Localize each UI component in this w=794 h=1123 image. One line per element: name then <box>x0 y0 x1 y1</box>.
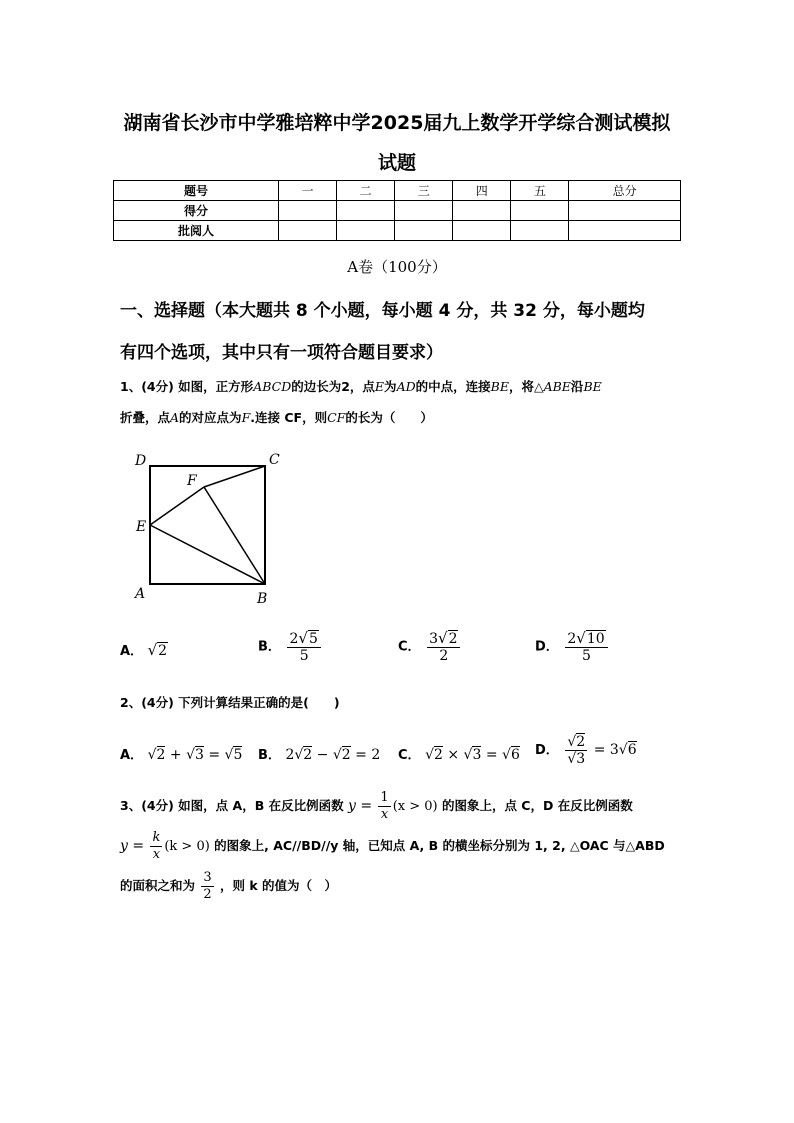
grader-cell[interactable] <box>337 221 395 241</box>
q1-option-b[interactable]: B． $\frac{2√5}{5}$ <box>258 630 323 664</box>
question-2: 2、(4分) 下列计算结果正确的是( ) <box>120 695 340 710</box>
header-cell: 三 <box>395 181 453 201</box>
q2-option-d[interactable]: D． $\frac{√2}{√3}$ = 3√6 <box>535 734 637 767</box>
label-a: A <box>135 586 146 602</box>
question-3-line1: 3、(4分) 如图，点 A，B 在反比例函数 y = $\frac{1}{x}$ (x > 0) 的图象上，点 C，D 在反比例函数 <box>120 790 633 822</box>
grader-cell[interactable] <box>453 221 511 241</box>
header-cell: 一 <box>279 181 337 201</box>
header-cell: 题号 <box>114 181 279 201</box>
label-b: B <box>257 591 268 607</box>
score-table <box>113 180 681 241</box>
row-label: 批阅人 <box>114 221 279 241</box>
label-f: F <box>187 473 197 489</box>
section-heading: 一、选择题（本大题共 8 个小题，每小题 4 分，共 32 分，每小题均 <box>120 301 645 321</box>
label-c: C <box>269 452 280 468</box>
segment-fb <box>204 487 265 584</box>
square-figure <box>125 445 295 610</box>
q1-option-d[interactable]: D． $\frac{2√10}{5}$ <box>535 630 610 664</box>
header-cell: 四 <box>453 181 511 201</box>
grader-cell[interactable] <box>395 221 453 241</box>
document-title: 湖南省长沙市中学雅培粹中学2025届九上数学开学综合测试模拟 <box>123 112 671 134</box>
question-1-line1: 1、(4分) 如图，正方形ABCD的边长为2，点E为AD的中点，连接BE，将△ABE沿BE <box>120 379 602 394</box>
score-cell[interactable] <box>279 201 337 221</box>
volume-label: A卷（100分） <box>347 258 447 276</box>
score-cell[interactable] <box>569 201 681 221</box>
q1-option-c[interactable]: C． $\frac{3√2}{2}$ <box>398 630 462 664</box>
header-cell: 五 <box>511 181 569 201</box>
question-3-line2: y = $\frac{k}{x}$ (k > 0) 的图象上, AC//BD//y 轴，已知点 A, B 的横坐标分别为 1, 2, △OAC 与△ABD <box>120 830 665 862</box>
document-title-line2: 试题 <box>377 152 416 174</box>
grader-cell[interactable] <box>511 221 569 241</box>
segment-eb <box>150 525 265 584</box>
q1-option-a[interactable]: A． √2 <box>120 641 168 659</box>
header-cell: 二 <box>337 181 395 201</box>
square-abcd <box>150 466 265 584</box>
q2-option-b[interactable]: B． 2√2 − √2 = 2 <box>258 747 381 763</box>
q2-option-c[interactable]: C． √2 × √3 = √6 <box>398 747 520 763</box>
score-cell[interactable] <box>453 201 511 221</box>
score-cell[interactable] <box>395 201 453 221</box>
score-table-header-row <box>114 181 681 201</box>
question-3-line3: 的面积之和为 $\frac{3}{2}$ ，则 k 的值为（ ） <box>120 870 338 902</box>
header-cell: 总分 <box>569 181 681 201</box>
label-e: E <box>136 519 147 535</box>
row-label: 得分 <box>114 201 279 221</box>
label-d: D <box>135 453 147 469</box>
segment-fc <box>204 466 265 487</box>
grader-row <box>114 221 681 241</box>
grader-cell[interactable] <box>279 221 337 241</box>
segment-ef <box>150 487 204 525</box>
section-heading-line2: 有四个选项，其中只有一项符合题目要求） <box>120 343 443 363</box>
q2-option-a[interactable]: A． √2 + √3 = √5 <box>120 747 243 763</box>
question-1-line2: 折叠，点A的对应点为F.连接 CF，则CF的长为（ ） <box>120 410 433 425</box>
score-row <box>114 201 681 221</box>
score-cell[interactable] <box>511 201 569 221</box>
score-cell[interactable] <box>337 201 395 221</box>
grader-cell[interactable] <box>569 221 681 241</box>
